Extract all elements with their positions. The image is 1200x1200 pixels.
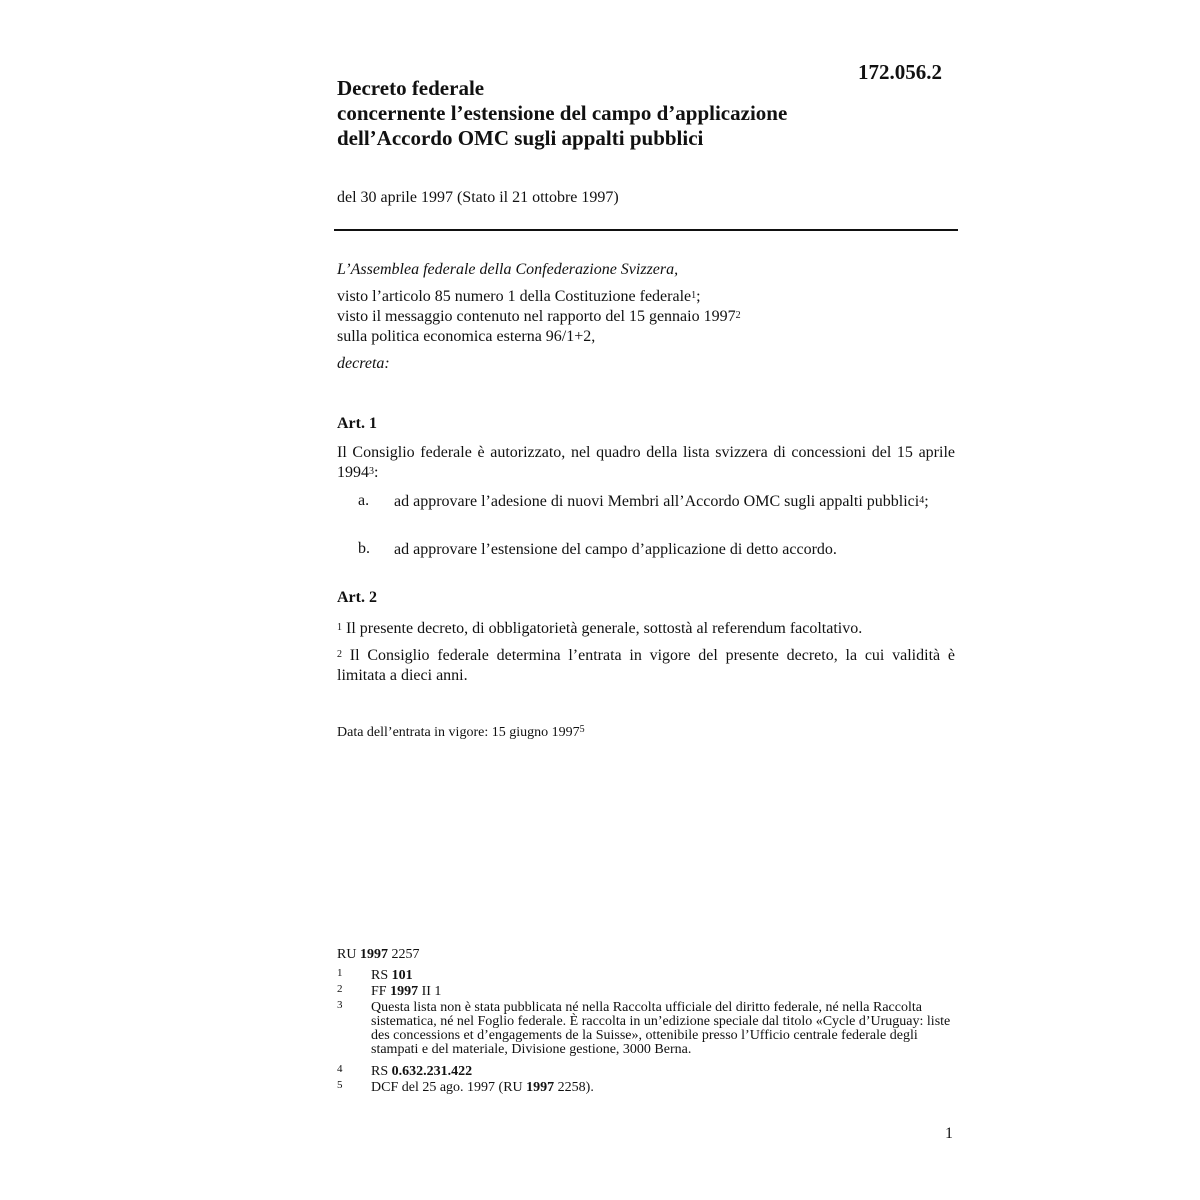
article-1-heading: Art. 1: [337, 415, 377, 432]
article-1-item-b-label: b.: [358, 540, 370, 557]
entry-into-force-text: Data dell’entrata in vigore: 15 giugno 1997: [337, 725, 580, 740]
article-2-paragraph-2: [337, 646, 955, 686]
header-divider: [334, 229, 958, 231]
footnote-ru-source: [337, 948, 419, 962]
footnote-ref-1[interactable]: 1: [691, 290, 697, 301]
title-line-2: concernente l’estensione del campo d’applicazione: [337, 101, 788, 125]
ru-year: 1997: [359, 947, 388, 962]
article-2-paragraph-1-text: Il presente decreto, di obbligatorietà generale, sottostà al referendum facoltativo.: [342, 620, 863, 637]
preamble-line-3: sulla politica economica esterna 96/1+2,: [337, 328, 596, 345]
footnote-1: [371, 969, 961, 983]
footnote-2-bold: 1997: [390, 984, 419, 999]
page-number: 1: [945, 1125, 953, 1142]
footnote-4: [371, 1065, 961, 1079]
document-title: [337, 76, 787, 151]
article-1-item-a-label: a.: [358, 492, 370, 509]
ru-page: 2257: [387, 947, 420, 962]
preamble-line-1: [337, 287, 701, 307]
paragraph-number-1: 1: [337, 622, 342, 633]
article-2-paragraph-2-text: Il Consiglio federale determina l’entrata in vigore del presente decreto, la cui validità è limitata a dieci anni.: [337, 647, 955, 684]
preamble-line-1-tail: ;: [696, 288, 701, 305]
ru-prefix: RU: [337, 947, 360, 962]
footnote-1-number: 1: [337, 967, 343, 979]
article-2-heading: Art. 2: [337, 589, 377, 606]
title-line-1: Decreto federale: [337, 76, 485, 100]
article-1-item-a: [394, 492, 955, 511]
preamble-authority: L’Assemblea federale della Confederazione Svizzera,: [337, 261, 679, 278]
preamble-line-2-text: visto il messaggio contenuto nel rapporto del 15 gennaio 1997: [337, 308, 736, 325]
footnote-4-prefix: RS: [371, 1064, 392, 1079]
footnote-3: Questa lista non è stata pubblicata né nella Raccolta ufficiale del diritto federale, né nella Raccolta sistematica, né nel Foglio federale. È raccolta in un’edizione speciale dal titolo «Cycle d’Uruguay: liste des concessions et d’engagements de la Suisse», ottenibile presso l’Ufficio centrale federale degli stampati e del materiale, Divisione gestione, 3000 Berna.: [371, 1000, 951, 1057]
document-number: 172.056.2: [858, 60, 942, 84]
footnote-2-tail: II 1: [418, 984, 442, 999]
preamble-line-2: [337, 307, 741, 327]
footnote-5: [371, 1081, 961, 1095]
article-1-item-b: ad approvare l’estensione del campo d’applicazione di detto accordo.: [394, 541, 837, 558]
article-1-item-a-text: ad approvare l’adesione di nuovi Membri all’Accordo OMC sugli appalti pubblici: [394, 493, 920, 510]
title-line-3: dell’Accordo OMC sugli appalti pubblici: [337, 126, 704, 150]
paragraph-number-2: 2: [337, 649, 342, 660]
article-1-item-a-tail: ;: [924, 493, 929, 510]
article-1-intro: [337, 443, 955, 483]
footnote-ref-2[interactable]: 2: [735, 310, 741, 321]
article-1-intro-tail: :: [374, 464, 379, 481]
entry-into-force: [337, 725, 585, 741]
footnote-ref-5[interactable]: 5: [579, 724, 585, 735]
footnote-4-bold: 0.632.231.422: [391, 1064, 473, 1079]
footnote-1-prefix: RS: [371, 968, 392, 983]
footnote-4-number: 4: [337, 1063, 343, 1075]
footnote-5-number: 5: [337, 1079, 343, 1091]
footnote-ref-4[interactable]: 4: [919, 495, 925, 506]
article-1-intro-text: Il Consiglio federale è autorizzato, nel quadro della lista svizzera di concessioni del 15 aprile 1994: [337, 444, 955, 481]
footnote-5-tail: 2258).: [554, 1080, 594, 1095]
preamble-line-1-text: visto l’articolo 85 numero 1 della Costituzione federale: [337, 288, 692, 305]
footnote-3-number: 3: [337, 999, 343, 1011]
footnote-2-number: 2: [337, 983, 343, 995]
footnote-1-bold: 101: [391, 968, 413, 983]
footnote-5-prefix: DCF del 25 ago. 1997 (RU: [371, 1080, 527, 1095]
preamble-decree: decreta:: [337, 355, 390, 372]
footnote-ref-3[interactable]: 3: [369, 466, 374, 477]
article-2-paragraph-1: [337, 619, 955, 639]
document-date: del 30 aprile 1997 (Stato il 21 ottobre 1997): [337, 189, 619, 206]
footnote-5-bold: 1997: [526, 1080, 555, 1095]
footnote-2: [371, 985, 961, 999]
footnote-2-prefix: FF: [371, 984, 391, 999]
